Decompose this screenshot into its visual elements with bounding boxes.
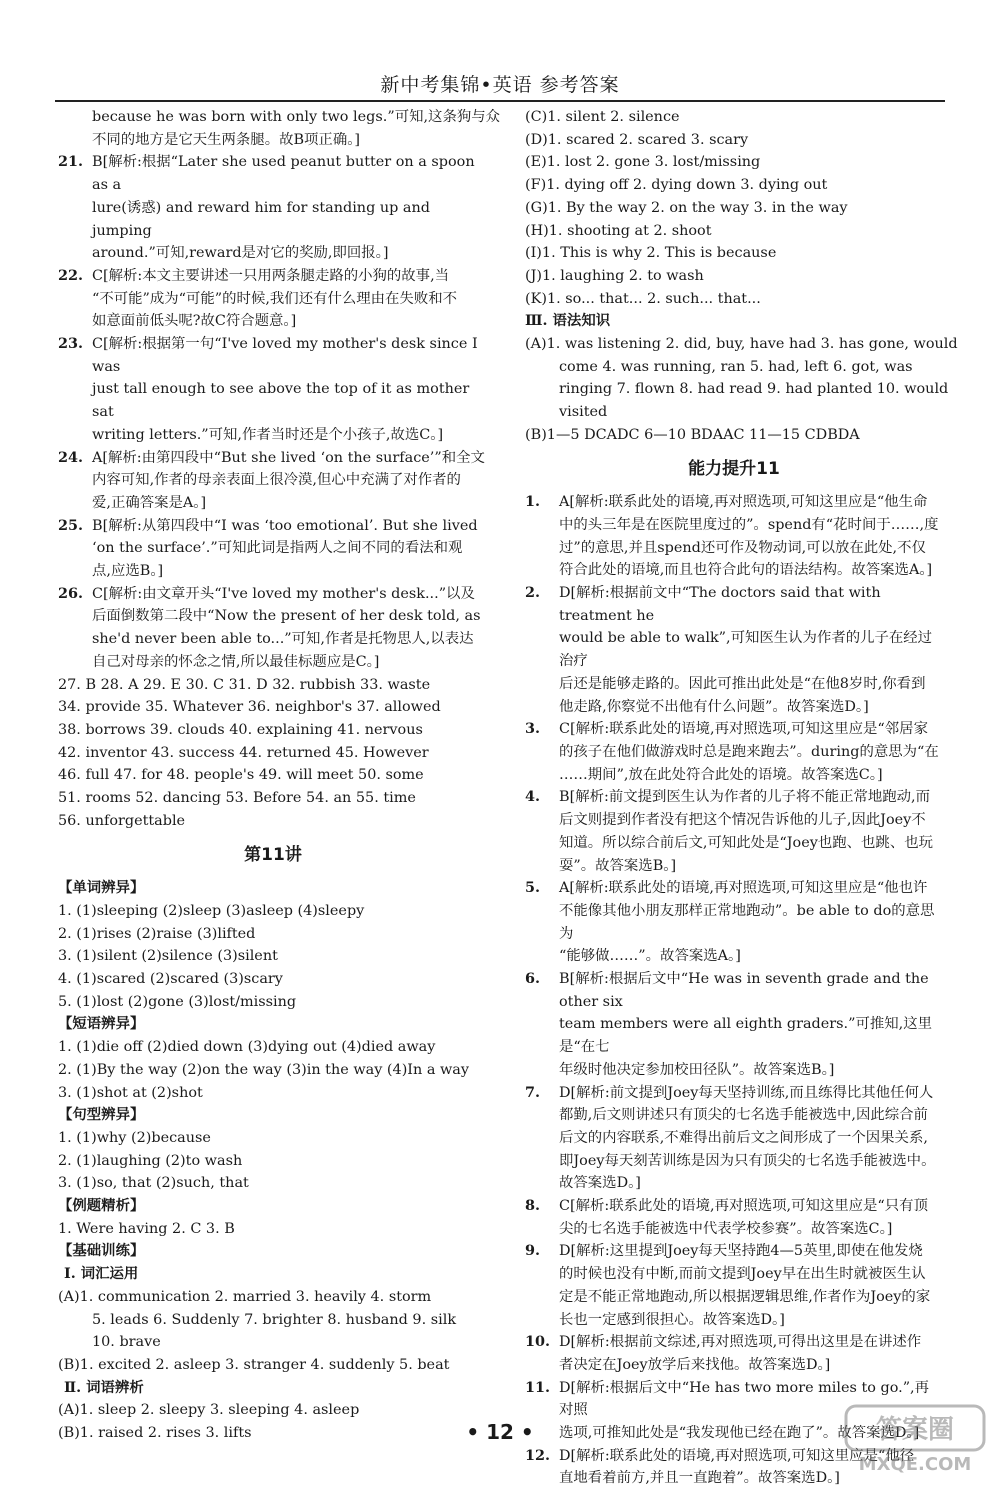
header-divider [55,100,945,102]
answer-row: (A)1. communication 2. married 3. heavily 4. storm [58,1288,432,1305]
answer-item [525,968,943,1082]
item-number: 3. [525,720,541,738]
answer-item [58,515,488,583]
explanation-line: 点,应选B。] [92,563,164,580]
answer-item [525,582,943,718]
item-number: 8. [525,1197,541,1215]
explanation-line: C[解析:联系此处的语境,再对照选项,可知这里应是“只有顶 [559,1198,928,1215]
explanation-line: D[解析:联系此处的语境,再对照选项,可知这里应是“他径 [559,1447,915,1464]
answer-row: 2. (1)rises (2)raise (3)lifted [58,925,256,942]
explanation-line: 后文则提到作者没有把这个情况告诉他的儿子,因此Joey不 [559,812,926,829]
answer-row: 56. unforgettable [58,812,186,829]
item-number: 24. [58,448,84,466]
explanation-line: A[解析:联系此处的语境,再对照选项,可知这里应是“他也许 [559,880,928,897]
answer-item [58,151,488,265]
answer-row: 46. full 47. for 48. people's 49. will meet 50. some [58,767,424,784]
item-number: 7. [525,1083,541,1101]
answer-row: 10. brave [92,1334,161,1351]
explanation-line: 即Joey每天刻苦训练是因为只有顶尖的七名选手能被选中。 [559,1152,936,1169]
explanation-line: 如意面前低头呢?故C符合题意。] [92,313,297,330]
section-heading: 【句型辨异】 [58,1106,145,1124]
answer-row: (H)1. shooting at 2. shoot [525,222,712,239]
explanation-line: ……期间”,放在此处符合此处的语境。故答案选C。] [559,766,883,783]
explanation-line: C[解析:根据第一句“I've loved my mother's desk since I was [92,336,478,375]
item-number: 12. [525,1446,551,1464]
answer-row: (A)1. was listening 2. did, buy, have had 3. has gone, would [525,336,958,353]
answer-item [525,877,943,968]
answer-row: 2. (1)By the way (2)on the way (3)in the way (4)In a way [58,1061,470,1078]
explanation-line: D[解析:前文提到Joey每天坚持训练,而且练得比其他任何人 [559,1084,934,1101]
explanation-line: C[解析:联系此处的语境,再对照选项,可知这里应是“邻居家 [559,721,928,738]
subsection-heading: Ⅲ. 语法知识 [525,312,611,330]
section-heading: 【基础训练】 [58,1242,145,1260]
answer-row: 4. (1)scared (2)scared (3)scary [58,971,283,988]
item-number: 6. [525,970,541,988]
explanation-line: ‘on the surface’.”可知此词是指两人之间不同的看法和观 [92,540,463,557]
explanation-line: 后还是能够走路的。因此可推出此处是“在他8岁时,你看到 [559,675,926,692]
explanation-line: B[解析:前文提到医生认为作者的儿子将不能正常地跑动,而 [559,789,930,806]
explanation-line: D[解析:这里提到Joey每天坚持跑4—5英里,即使在他发烧 [559,1243,923,1260]
item-number: 5. [525,879,541,897]
answer-row: (B)1. raised 2. rises 3. lifts [58,1425,252,1442]
item-number: 9. [525,1242,541,1260]
answer-row: come 4. was running, ran 5. had, left 6. got, was [559,358,913,375]
explanation-line: 自己对母亲的怀念之情,所以最佳标题应是C。] [92,653,380,670]
answer-row: 42. inventor 43. success 44. returned 45. However [58,744,429,761]
explanation-line: around.”可知,reward是对它的奖励,即回报。] [92,245,389,262]
answer-item [525,1240,943,1331]
answer-item [525,1331,943,1376]
explanation-line: 的时候也没有中断,而前文提到Joey早在出生时就被医生认 [559,1266,926,1283]
section-heading: 【例题精析】 [58,1197,145,1215]
answer-row: (B)1. excited 2. asleep 3. stranger 4. suddenly 5. beat [58,1356,450,1373]
answer-row: 1. (1)die off (2)died down (3)dying out (4)died away [58,1039,436,1056]
explanation-line: just tall enough to see above the top of it as mother sat [92,381,470,421]
explanation-line: 爱,正确答案是A。] [92,494,207,511]
explanation-line: 符合此处的语境,而且也符合此句的语法结构。故答案选A。] [559,562,933,579]
answer-item [525,718,943,786]
answer-row: 3. (1)shot at (2)shot [58,1084,203,1101]
explanation-line: D[解析:根据前文中“The doctors said that with treatment he [559,585,881,624]
item-number: 26. [58,584,84,602]
answer-row: (E)1. lost 2. gone 3. lost/missing [525,154,761,171]
explanation-line: would be able to walk”,可知医生认为作者的儿子在经过治疗 [559,630,933,670]
explanation-line: 选项,可推知此处是“我发现他已经在跑了”。故答案选D。] [559,1425,920,1442]
explanation-line: 后文的内容联系,不难得出前后文之间形成了一个因果关系, [559,1129,928,1146]
explanation-line: 长也一定感到很担心。故答案选D。] [559,1311,785,1328]
answer-row: 3. (1)so, that (2)such, that [58,1175,249,1192]
item-number: 1. [525,493,541,511]
answer-row: (B)1—5 DCADC 6—10 BDAAC 11—15 CDBDA [525,426,860,443]
explanation-line: C[解析:由文章开头“I've loved my mother's desk...”以及 [92,585,475,602]
item-number: 2. [525,584,541,602]
item-number: 10. [525,1333,551,1351]
answer-row: (G)1. By the way 2. on the way 3. in the way [525,199,848,216]
page-number: • 12 • [466,1420,534,1444]
item-number: 22. [58,266,84,284]
answer-item [58,583,488,674]
answer-row: (I)1. This is why 2. This is because [525,245,777,262]
subsection-heading: Ⅰ. 词汇运用 [64,1265,139,1283]
item-number: 21. [58,153,84,171]
answer-item [58,333,488,447]
explanation-line: 知道。所以综合前后文,可知此处是“Joey也跑、也跳、也玩 [559,834,933,851]
answer-row: 51. rooms 52. dancing 53. Before 54. an 55. time [58,790,416,807]
watermark-logo [840,1400,990,1478]
answer-row: (C)1. silent 2. silence [525,109,680,125]
item-number: 23. [58,335,84,353]
answer-row: (D)1. scared 2. scared 3. scary [525,131,749,148]
explanation-line: D[解析:根据后文中“He has two more miles to go.”,再对照 [559,1379,930,1419]
answer-row: 5. leads 6. Suddenly 7. brighter 8. husband 9. silk [92,1311,457,1328]
explanation-line: D[解析:根据前文综述,再对照选项,可得出这里是在讲述作 [559,1334,922,1351]
answer-row: (K)1. so... that... 2. such... that... [525,290,761,307]
lesson-title: 能力提升11 [688,458,780,479]
explanation-line: 者决定在Joey放学后来找他。故答案选D。] [559,1356,831,1373]
explanation-line: 中的头三年是在医院里度过的”。spend有“花时间于……,度 [559,516,939,533]
explanation-line: 故答案选D。] [559,1175,641,1192]
answer-row: 3. (1)silent (2)silence (3)silent [58,948,278,965]
explanation-line: 年级时他决定参加校田径队”。故答案选B。] [559,1061,835,1078]
explanation-line: 尖的七名选手能被选中代表学校参赛”。故答案选C。] [559,1220,893,1237]
explanation-line: because he was born with only two legs.”可知,这条狗与众 [92,109,501,125]
answer-row: (F)1. dying off 2. dying down 3. dying out [525,177,828,194]
explanation-line: team members were all eighth graders.”可推知,这里是“在七 [559,1016,932,1056]
explanation-line: “不可能”成为“可能”的时候,我们还有什么理由在失败和不 [92,290,457,307]
item-number: 11. [525,1378,551,1396]
answer-row: 1. (1)why (2)because [58,1129,211,1146]
lesson-title: 第11讲 [244,844,302,865]
answer-row: 27. B 28. A 29. E 30. C 31. D 32. rubbish 33. waste [58,676,431,693]
explanation-line: A[解析:联系此处的语境,再对照选项,可知这里应是“他生命 [559,494,928,511]
explanation-line: 定是不能正常地跑动,所以根据逻辑思维,作者作为Joey的家 [559,1288,931,1305]
answer-row: ringing 7. flown 8. had read 9. had planted 10. would [559,381,949,398]
answer-row: 5. (1)lost (2)gone (3)lost/missing [58,993,297,1010]
answer-item [525,1195,943,1240]
explanation-line: 耍”。故答案选B。] [559,857,677,874]
answer-row: 34. provide 35. Whatever 36. neighbor's 37. allowed [58,699,441,716]
explanation-line: 直地看着前方,并且一直跑着”。故答案选D。] [559,1470,840,1487]
answer-row: 1. (1)sleeping (2)sleep (3)asleep (4)sleepy [58,902,365,919]
answer-row: (A)1. sleep 2. sleepy 3. sleeping 4. asleep [58,1402,360,1419]
answer-item [525,786,943,877]
subsection-heading: Ⅱ. 词语辨析 [64,1378,144,1396]
answer-row: 1. Were having 2. C 3. B [58,1220,235,1237]
explanation-line: 都勤,后文则讲述只有顶尖的七名选手能被选中,因此综合前 [559,1107,928,1124]
explanation-line: 后面倒数第二段中“Now the present of her desk told, as [92,608,481,625]
answer-item [525,491,943,582]
explanation-line: 不能像其他小朋友那样正常地跑动”。be able to do的意思为 [559,902,935,942]
answer-item [525,1082,943,1196]
explanation-line: 内容可知,作者的母亲表面上很冷漠,但心中充满了对作者的 [92,472,461,489]
explanation-line: 过”的意思,并且spend还可作及物动词,可以放在此处,不仅 [559,539,926,556]
item-number: 25. [58,516,84,534]
watermark-url: MXQE.COM [858,1454,972,1475]
explanation-line: B[解析:根据后文中“He was in seventh grade and the other six [559,971,929,1010]
watermark-text: 答案圈 [875,1415,955,1445]
explanation-line: writing letters.”可知,作者当时还是个小孩子,故选C。] [92,426,444,443]
explanation-line: 不同的地方是它天生两条腿。故B项正确。] [92,131,361,148]
answer-item [58,265,488,333]
explanation-line: she'd never been able to...”可知,作者是托物思人,以表达 [92,631,474,648]
page-header: 新中考集锦•英语 参考答案 [380,74,620,96]
section-heading: 【单词辨异】 [58,879,145,897]
explanation-line: “能够做……”。故答案选A。] [559,948,741,965]
right-column [525,106,958,1490]
explanation-line: B[解析:从第四段中“I was ‘too emotional’. But she lived [92,517,478,534]
answer-item [58,447,488,515]
answer-row: visited [559,404,608,421]
explanation-line: lure(诱惑) and reward him for standing up and jumping [92,199,430,239]
answer-row: (J)1. laughing 2. to wash [525,267,704,284]
explanation-line: 他走路,你察觉不出他有什么问题”。故答案选D。] [559,698,869,715]
answer-row: 2. (1)laughing (2)to wash [58,1152,243,1169]
explanation-line: 的孩子在他们做游戏时总是跑来跑去”。during的意思为“在 [559,743,939,760]
item-number: 4. [525,788,541,806]
explanation-line: B[解析:根据“Later she used peanut butter on a spoon as a [92,154,475,194]
section-heading: 【短语辨异】 [58,1015,145,1033]
continued-explanation [58,106,501,151]
explanation-line: A[解析:由第四段中“But she lived ‘on the surface’”和全文 [92,449,485,466]
explanation-line: C[解析:本文主要讲述一只用两条腿走路的小狗的故事,当 [92,267,450,284]
answer-row: 38. borrows 39. clouds 40. explaining 41. nervous [58,721,423,738]
